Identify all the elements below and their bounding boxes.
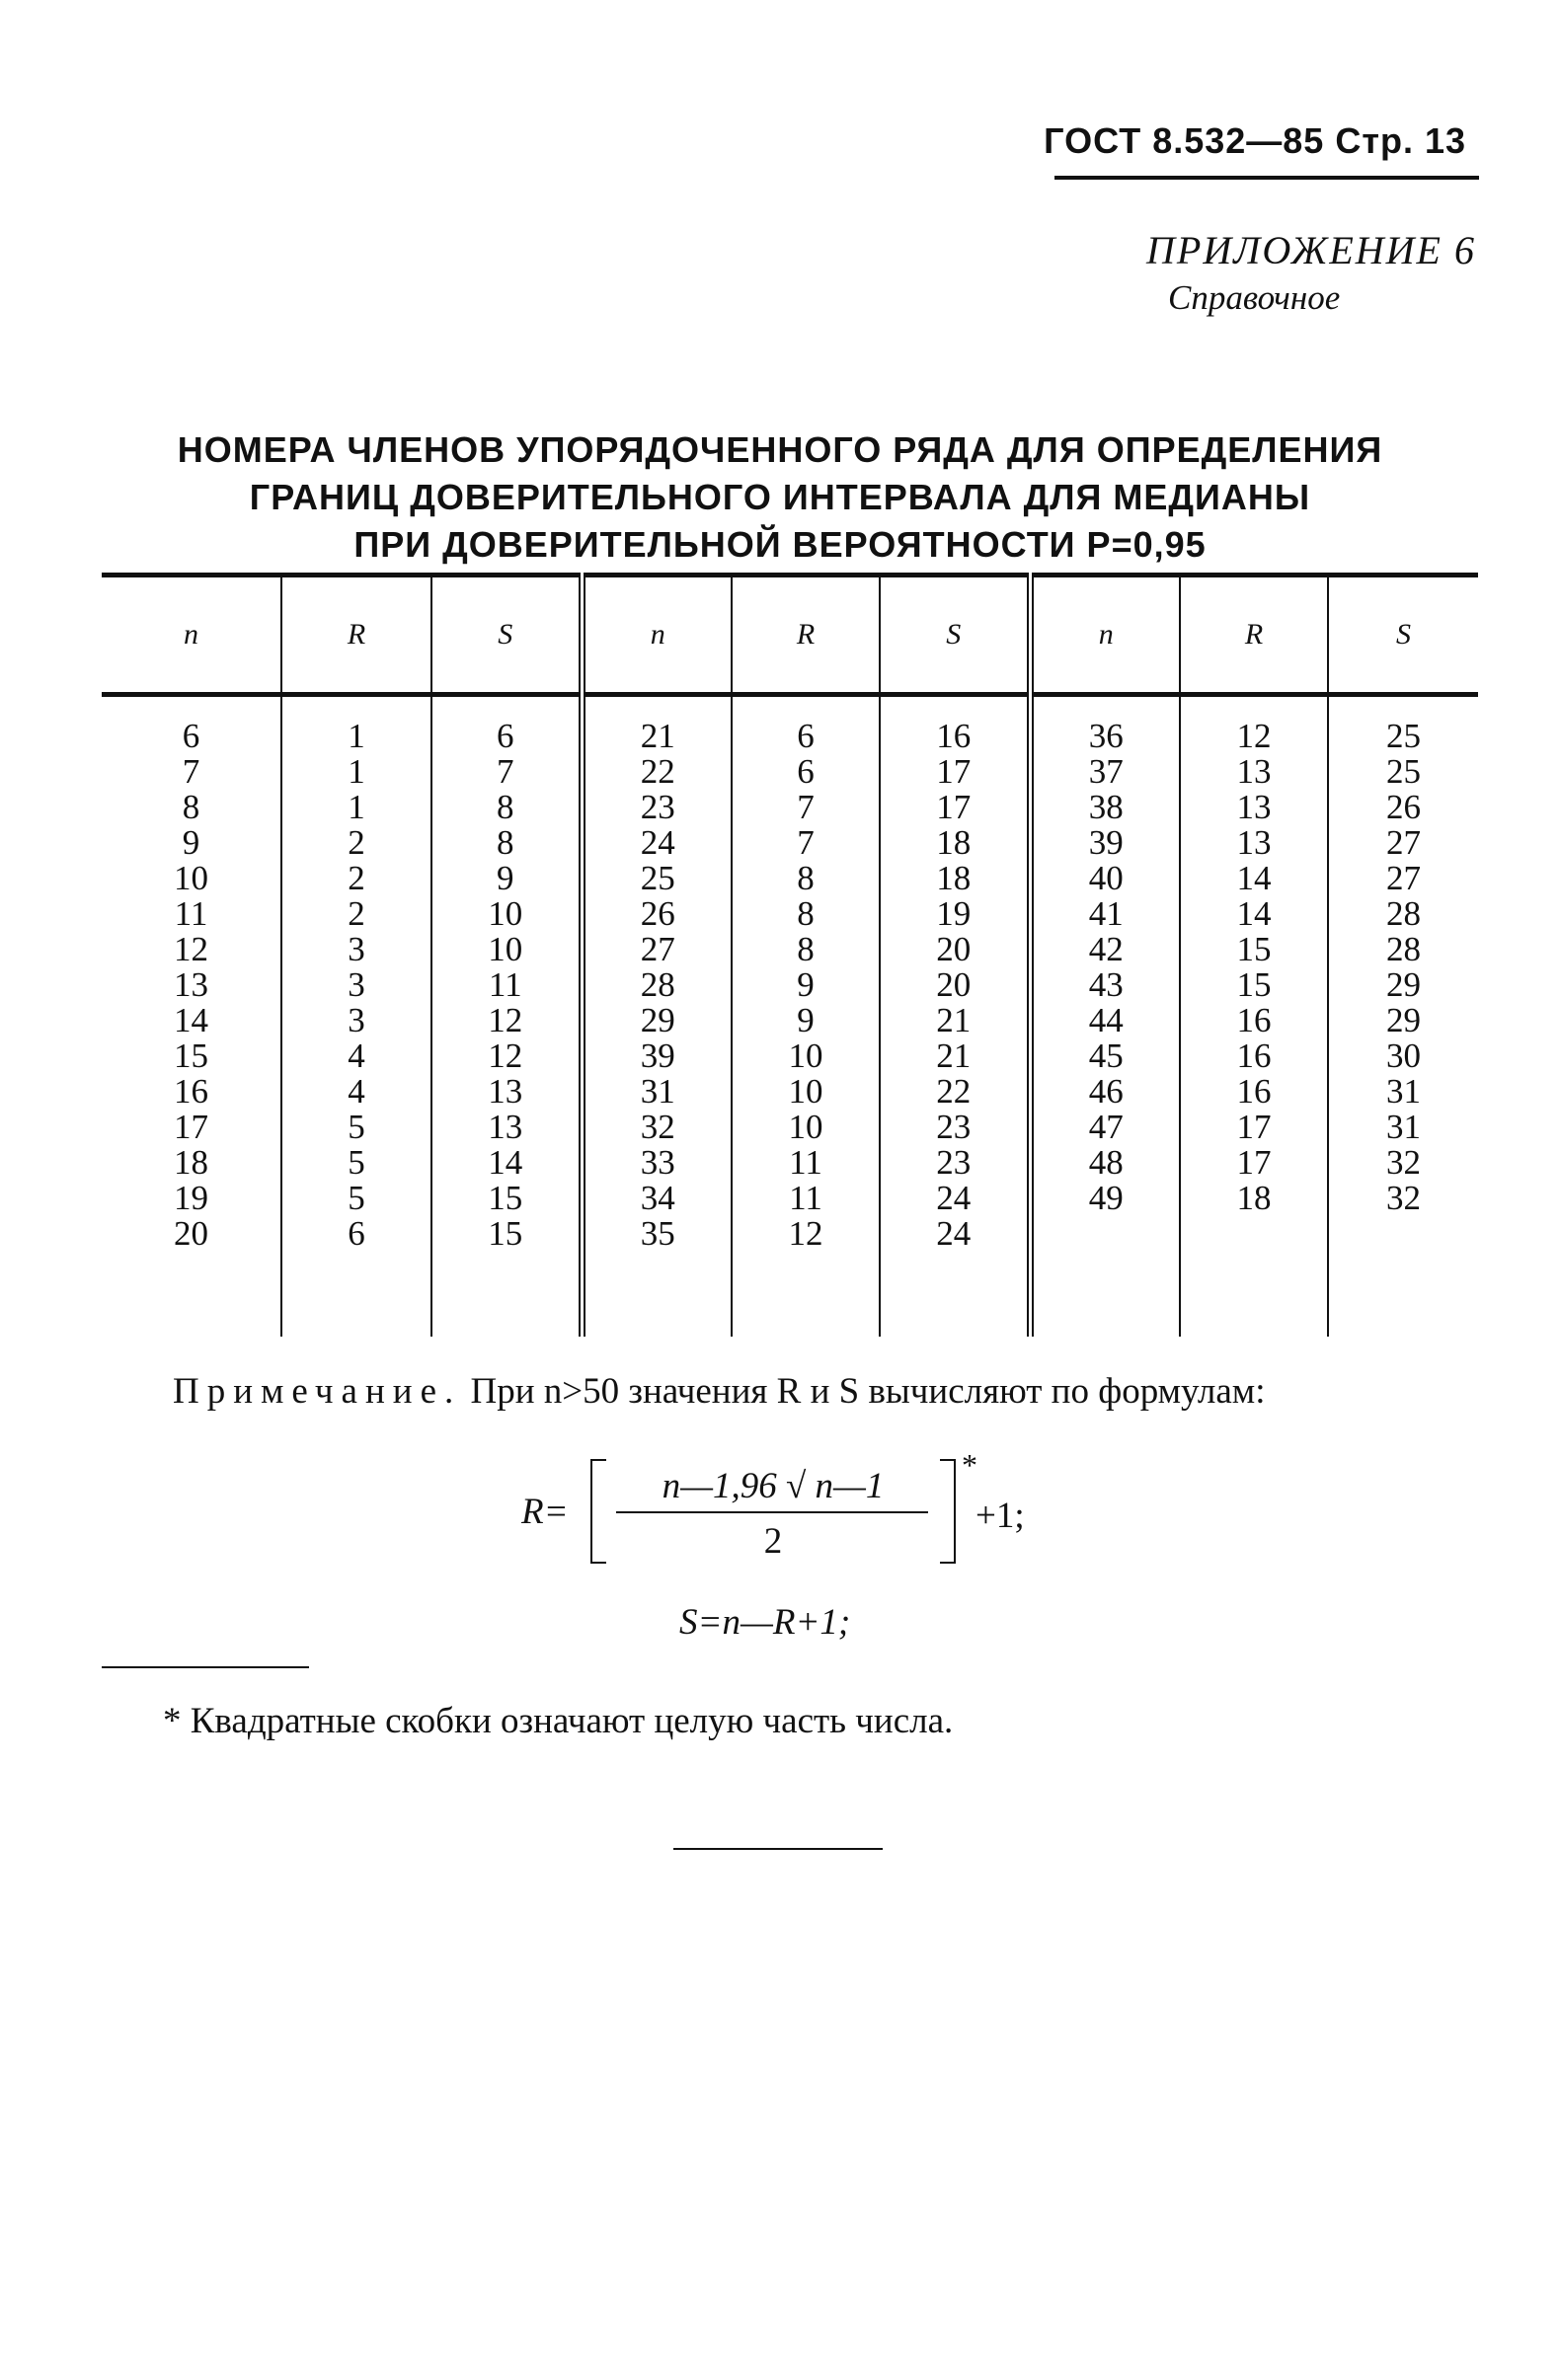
table-cell: 21	[640, 717, 675, 755]
table-cell: 21	[936, 1036, 972, 1075]
table-cell: 15	[1236, 930, 1272, 968]
table-cell: 10	[788, 1108, 823, 1146]
right-bracket	[940, 1459, 956, 1564]
column-s-1	[431, 695, 582, 1338]
table-cell: 29	[1386, 965, 1421, 1004]
table-cell: 3	[348, 1001, 365, 1039]
table-cell: 39	[1088, 823, 1124, 862]
table-cell: 20	[174, 1214, 208, 1253]
header-s-2: S	[880, 576, 1030, 695]
table-cell: 9	[497, 859, 514, 897]
formula-r-lhs: R=	[521, 1492, 569, 1532]
table-cell: 27	[640, 930, 675, 968]
table-cell: 15	[488, 1179, 523, 1217]
table-cell: 8	[797, 859, 815, 897]
header-rule	[1054, 176, 1479, 180]
table-cell: 26	[640, 894, 675, 933]
table-cell: 17	[1236, 1108, 1272, 1146]
table-cell: 27	[1386, 823, 1421, 862]
table-cell: 7	[497, 752, 514, 791]
table-cell: 45	[1088, 1036, 1124, 1075]
table-cell: 5	[348, 1143, 365, 1182]
table-cell: 29	[1386, 1001, 1421, 1039]
table-cell: 6	[497, 717, 514, 755]
footnote: * Квадратные скобки означают целую часть числа.	[163, 1701, 954, 1741]
table-cell: 18	[936, 823, 972, 862]
table-cell: 19	[936, 894, 972, 933]
header-r-2: R	[732, 576, 880, 695]
table-cell: 8	[497, 788, 514, 826]
formula-r-numerator: n—1,96 √ n—1	[662, 1466, 885, 1506]
footnote-rule	[102, 1666, 309, 1668]
appendix-title: ПРИЛОЖЕНИЕ 6	[1146, 228, 1476, 272]
table-cell: 10	[488, 894, 523, 933]
table-cell: 22	[640, 752, 675, 791]
table-cell: 5	[348, 1108, 365, 1146]
table-title-line-2: ГРАНИЦ ДОВЕРИТЕЛЬНОГО ИНТЕРВАЛА ДЛЯ МЕДИАНЫ	[249, 477, 1311, 517]
fraction-line	[616, 1511, 928, 1513]
formula-r-denominator: 2	[763, 1521, 783, 1562]
table-cell: 10	[488, 930, 523, 968]
column-n-2	[582, 695, 732, 1338]
table-cell: 42	[1088, 930, 1124, 968]
table-cell: 15	[488, 1214, 523, 1253]
table-cell: 30	[1386, 1036, 1421, 1075]
note-text: При n>50 значения R и S вычисляют по формулам:	[470, 1371, 1266, 1412]
table-cell: 7	[182, 752, 200, 791]
header-n-3: n	[1030, 576, 1180, 695]
table-cell: 12	[488, 1036, 523, 1075]
table-cell: 28	[1386, 894, 1421, 933]
table-cell: 32	[640, 1108, 675, 1146]
table-cell: 19	[174, 1179, 208, 1217]
table-cell: 31	[1386, 1108, 1421, 1146]
table-cell: 4	[348, 1072, 365, 1111]
page-header: ГОСТ 8.532—85 Стр. 13	[1044, 120, 1466, 161]
table-cell: 33	[640, 1143, 675, 1182]
table-cell: 2	[348, 859, 365, 897]
table-cell: 27	[1386, 859, 1421, 897]
table-cell: 36	[1088, 717, 1124, 755]
column-n-1	[102, 695, 281, 1338]
table-header-row	[102, 576, 1478, 695]
table-cell: 14	[1236, 894, 1272, 933]
table-cell: 16	[1236, 1036, 1272, 1075]
table-cell: 38	[1088, 788, 1124, 826]
table-cell: 5	[348, 1179, 365, 1217]
table-cell: 8	[497, 823, 514, 862]
table-cell: 2	[348, 823, 365, 862]
table-title	[0, 426, 1560, 569]
table-cell: 11	[174, 894, 208, 933]
column-r-1	[281, 695, 431, 1338]
table-cell: 9	[182, 823, 200, 862]
table-cell: 13	[1236, 788, 1272, 826]
table-cell: 20	[936, 965, 972, 1004]
formula-r-star: *	[962, 1447, 977, 1483]
table-cell: 35	[640, 1214, 675, 1253]
table-cell: 39	[640, 1036, 675, 1075]
table-cell: 8	[182, 788, 200, 826]
table-cell: 3	[348, 965, 365, 1004]
table-cell: 25	[1386, 717, 1421, 755]
table-cell: 16	[936, 717, 972, 755]
table-cell: 6	[797, 752, 815, 791]
table-cell: 10	[788, 1072, 823, 1111]
table-cell: 26	[1386, 788, 1421, 826]
formula-s: S=n—R+1;	[679, 1602, 851, 1643]
table-cell: 20	[936, 930, 972, 968]
table-cell: 17	[174, 1108, 208, 1146]
column-s-2	[880, 695, 1030, 1338]
table-cell: 13	[174, 965, 208, 1004]
table-cell: 40	[1088, 859, 1124, 897]
table-cell: 24	[936, 1179, 972, 1217]
table-cell: 25	[640, 859, 675, 897]
table-cell: 12	[488, 1001, 523, 1039]
table-cell: 15	[1236, 965, 1272, 1004]
table-cell: 16	[174, 1072, 208, 1111]
table-cell: 6	[797, 717, 815, 755]
column-r-3	[1180, 695, 1328, 1338]
table-cell: 13	[488, 1108, 523, 1146]
table-cell: 7	[797, 788, 815, 826]
table-cell: 32	[1386, 1143, 1421, 1182]
table-cell: 23	[936, 1143, 972, 1182]
header-s-1: S	[431, 576, 582, 695]
table-cell: 23	[936, 1108, 972, 1146]
table-cell: 49	[1088, 1179, 1124, 1217]
table-cell: 14	[1236, 859, 1272, 897]
header-n-1: n	[102, 576, 281, 695]
table-cell: 3	[348, 930, 365, 968]
table-cell: 17	[1236, 1143, 1272, 1182]
table-cell: 17	[936, 752, 972, 791]
table-cell: 15	[174, 1036, 208, 1075]
table-cell: 25	[1386, 752, 1421, 791]
table-cell: 32	[1386, 1179, 1421, 1217]
table-cell: 24	[936, 1214, 972, 1253]
table-cell: 34	[640, 1179, 675, 1217]
table-cell: 18	[174, 1143, 208, 1182]
table-cell: 41	[1088, 894, 1124, 933]
table-cell: 29	[640, 1001, 675, 1039]
table-cell: 44	[1088, 1001, 1124, 1039]
median-confidence-table	[102, 573, 1478, 1337]
end-rule	[673, 1848, 883, 1850]
table-cell: 6	[348, 1214, 365, 1253]
table-cell: 1	[348, 717, 365, 755]
table-cell: 6	[182, 717, 200, 755]
table-cell: 48	[1088, 1143, 1124, 1182]
table-title-line-1: НОМЕРА ЧЛЕНОВ УПОРЯДОЧЕННОГО РЯДА ДЛЯ ОПРЕДЕЛЕНИЯ	[177, 429, 1383, 470]
table-cell: 1	[348, 752, 365, 791]
table-cell: 9	[797, 1001, 815, 1039]
table-cell: 10	[174, 859, 208, 897]
table-cell: 12	[174, 930, 208, 968]
table-cell: 2	[348, 894, 365, 933]
table-cell: 7	[797, 823, 815, 862]
header-r-1: R	[281, 576, 431, 695]
header-s-3: S	[1328, 576, 1478, 695]
table-cell: 14	[174, 1001, 208, 1039]
table-cell: 28	[1386, 930, 1421, 968]
table-cell: 11	[789, 1143, 822, 1182]
table-cell: 18	[1236, 1179, 1272, 1217]
table-cell: 46	[1088, 1072, 1124, 1111]
left-bracket	[590, 1459, 606, 1564]
table-cell: 4	[348, 1036, 365, 1075]
table-cell: 21	[936, 1001, 972, 1039]
table-cell: 43	[1088, 965, 1124, 1004]
table-cell: 14	[488, 1143, 523, 1182]
table-cell: 17	[936, 788, 972, 826]
column-n-3	[1030, 695, 1180, 1338]
table-cell: 1	[348, 788, 365, 826]
table-cell: 37	[1088, 752, 1124, 791]
table-cell: 12	[788, 1214, 823, 1253]
table-cell: 23	[640, 788, 675, 826]
note	[173, 1370, 1266, 1413]
table-cell: 16	[1236, 1072, 1272, 1111]
table-cell: 31	[1386, 1072, 1421, 1111]
table-cell: 9	[797, 965, 815, 1004]
header-r-3: R	[1180, 576, 1328, 695]
table-cell: 8	[797, 894, 815, 933]
column-s-3	[1328, 695, 1478, 1338]
table-cell: 11	[488, 965, 522, 1004]
table-cell: 18	[936, 859, 972, 897]
column-r-2	[732, 695, 880, 1338]
table-cell: 13	[1236, 752, 1272, 791]
header-n-2: n	[582, 576, 732, 695]
table-cell: 13	[1236, 823, 1272, 862]
table-cell: 10	[788, 1036, 823, 1075]
table-cell: 11	[789, 1179, 822, 1217]
table-title-line-3: ПРИ ДОВЕРИТЕЛЬНОЙ ВЕРОЯТНОСТИ P=0,95	[353, 524, 1207, 565]
table-cell: 28	[640, 965, 675, 1004]
table-cell: 12	[1236, 717, 1272, 755]
table-cell: 31	[640, 1072, 675, 1111]
formula-r-tail: +1;	[975, 1496, 1025, 1536]
note-label: Примечание.	[173, 1371, 462, 1412]
table-cell: 22	[936, 1072, 972, 1111]
table-cell: 16	[1236, 1001, 1272, 1039]
table-cell: 8	[797, 930, 815, 968]
table-cell: 24	[640, 823, 675, 862]
table-cell: 13	[488, 1072, 523, 1111]
appendix-subtitle: Справочное	[1168, 278, 1341, 317]
table-cell: 47	[1088, 1108, 1124, 1146]
table-body-row	[102, 695, 1478, 1338]
